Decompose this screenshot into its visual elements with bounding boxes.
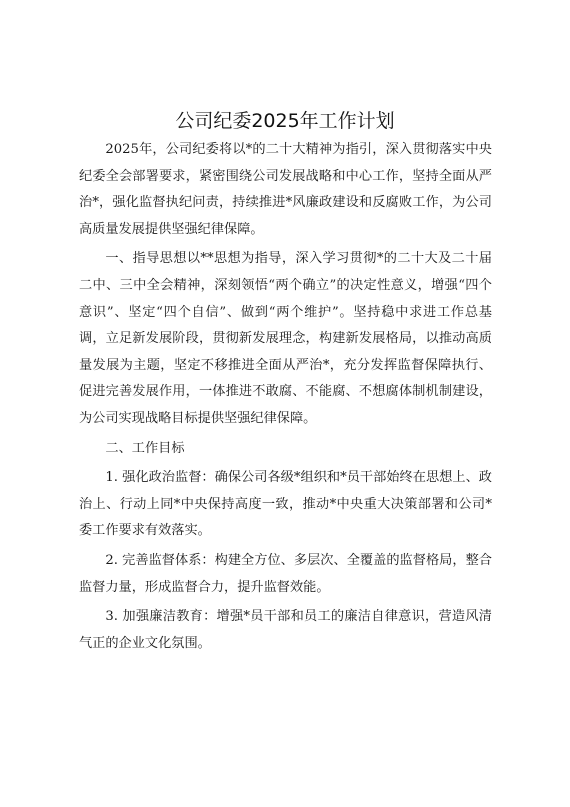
goal-item-1: 1. 强化政治监督：确保公司各级*组织和*员干部始终在思想上、政治上、行动上同*中央保持高度一致，推动*中央重大决策部署和公司*委工作要求有效落实。: [79, 470, 492, 539]
guiding-ideology-paragraph: 一、指导思想以**思想为指导，深入学习贯彻*的二十大及二十届二中、三中全会精神，深刻领悟“两个确立”的决定性意义，增强“四个意识”、坚定“四个自信”、做到“两个维护”。坚持稳中求进工作总基调，立足新发展阶段，贯彻新发展理念，构建新发展格局，以推动高质量发展为主题，坚定不移推进全面从严治*，充分发挥监督保障执行、促进完善发展作用，一体推进不敢腐、不能腐、不想腐体制机制建设，为公司实现战略目标提供坚强纪律保障。: [79, 251, 492, 426]
goal-item-3: 3. 加强廉洁教育：增强*员干部和员工的廉洁自律意识，营造风清气正的企业文化氛围。: [79, 609, 492, 651]
goal-item-2: 2. 完善监督体系：构建全方位、多层次、全覆盖的监督格局，整合监督力量，形成监督合力，提升监督效能。: [79, 552, 492, 595]
document-body: [79, 137, 492, 657]
section-heading-goals: 二、工作目标: [105, 440, 185, 456]
intro-paragraph: 2025年，公司纪委将以*的二十大精神为指引，深入贯彻落实中央纪委全会部署要求，紧密围绕公司发展战略和中心工作，坚持全面从严治*，强化监督执纪问责，持续推进*风廉政建设和反腐败工作，为公司高质量发展提供坚强纪律保障。: [79, 142, 492, 237]
document-title: 公司纪委2025年工作计划: [175, 110, 395, 132]
